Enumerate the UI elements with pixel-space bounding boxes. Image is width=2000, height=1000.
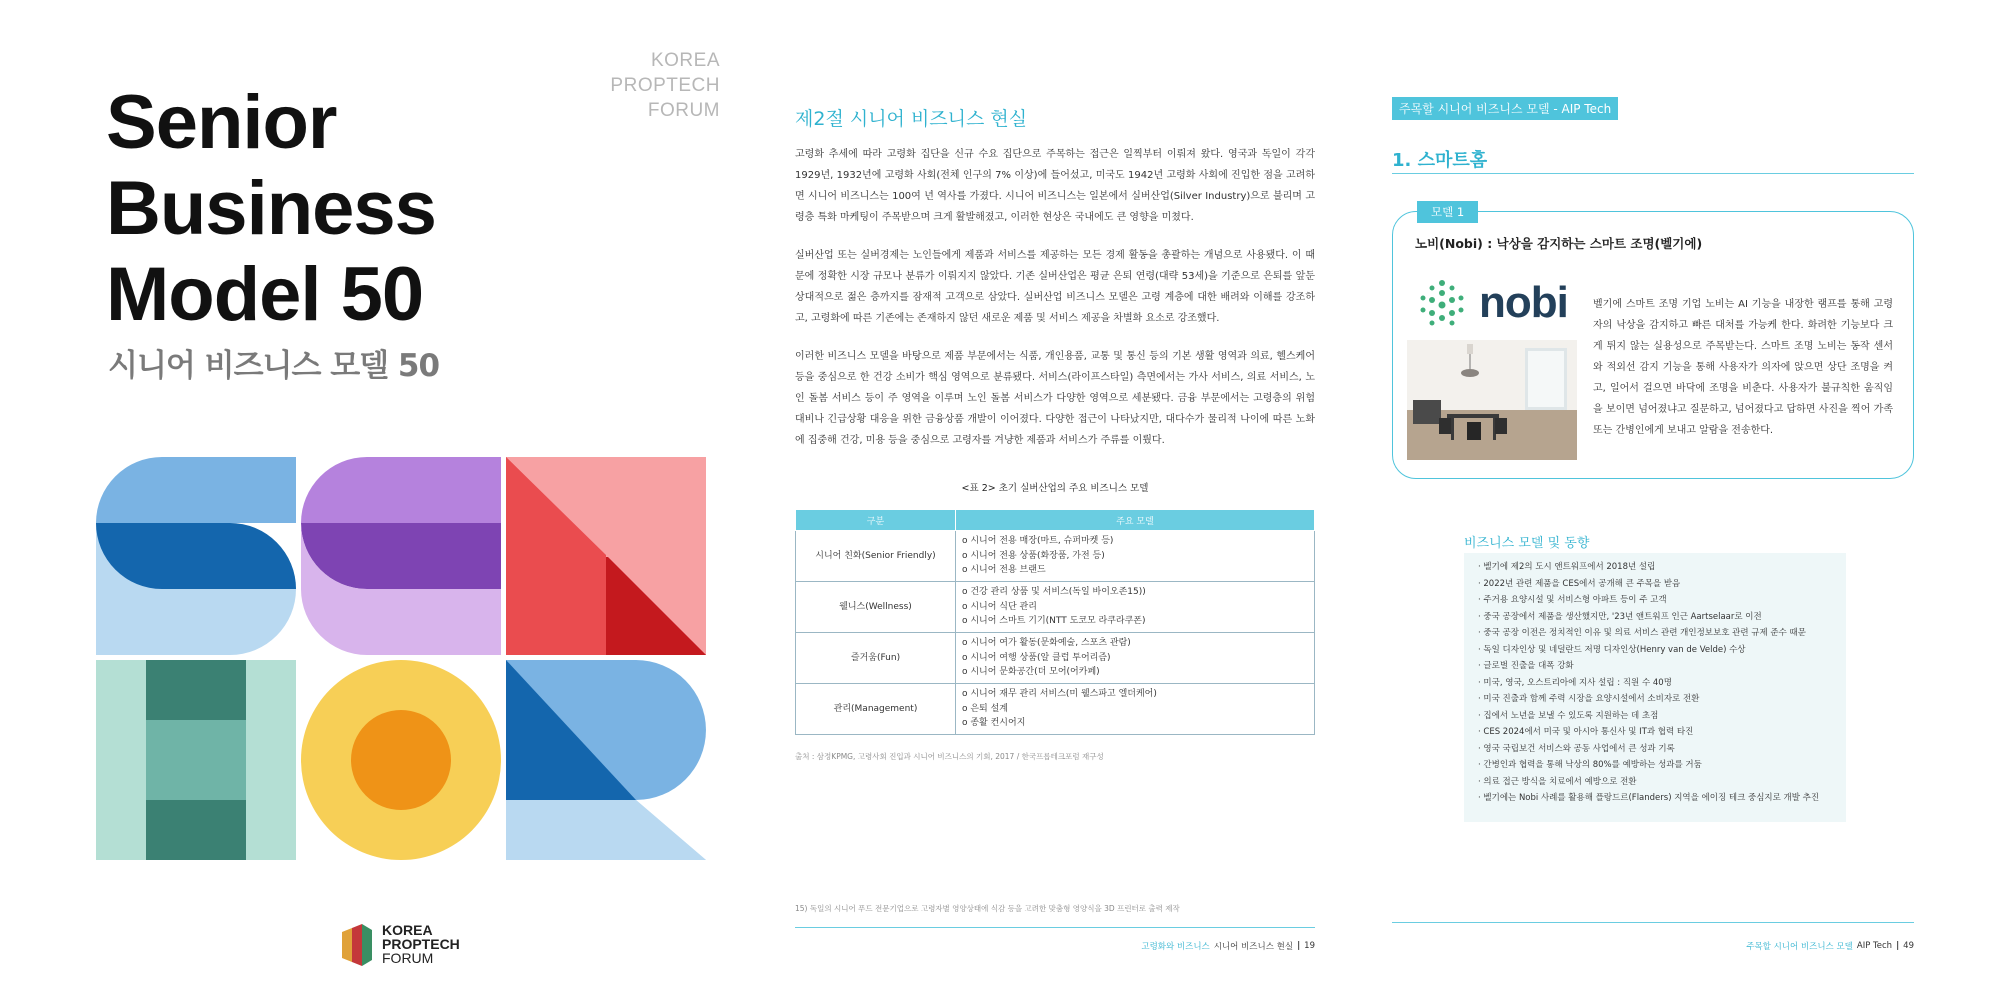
table-category-cell: 웰니스(Wellness) [796, 582, 956, 633]
letter-o-shape [301, 660, 501, 860]
trend-item: · CES 2024에서 미국 및 아시아 통신사 및 IT과 협력 타진 [1478, 727, 1694, 737]
cover-title [106, 80, 436, 338]
table-item: o 시니어 전용 상품(화장품, 가전 등) [962, 550, 1105, 561]
nobi-dots-icon [1417, 278, 1467, 328]
footer-title: AIP Tech [1856, 941, 1893, 951]
footer-title: 시니어 비즈니스 현실 [1213, 942, 1294, 952]
trend-item: · 2022년 관련 제품을 CES에서 공개해 큰 주목을 받음 [1478, 578, 1681, 589]
page-footnote: 15) 독일의 시니어 푸드 전문기업으로 고령자별 영양상태에 식감 등을 고려한 맞춤형 영양식을 3D 프린터로 출력 제작 [795, 904, 1180, 913]
model-badge: 모델 1 [1417, 201, 1478, 223]
cover-logo-line: PROPTECH [382, 936, 460, 952]
business-model-table [795, 509, 1315, 735]
cover-logo-line: FORUM [382, 950, 434, 966]
page-49 [1392, 0, 1914, 1000]
trend-item: · 영국 국립보건 서비스와 공동 사업에서 큰 성과 기록 [1478, 743, 1675, 754]
nobi-logo-word: nobi [1479, 278, 1568, 327]
cover-org-line: PROPTECH [610, 75, 720, 96]
footer-separator: | [1896, 941, 1900, 951]
letter-e-shape [301, 457, 501, 655]
table-header-cell: 주요 모델 [956, 510, 1315, 531]
table-item: o 시니어 전용 매장(마트, 슈퍼마켓 등) [962, 536, 1114, 547]
chapter-tag: 주목할 시니어 비즈니스 모델 - AIP Tech [1392, 97, 1618, 120]
cover-title-line: Business [106, 166, 436, 251]
cover-page [0, 0, 740, 1000]
table-items-cell [956, 531, 1315, 582]
table-item: o 건강 관리 상품 및 서비스(독일 바이오존15)) [962, 587, 1146, 598]
page-19 [795, 0, 1315, 1000]
cover-org-name [560, 48, 720, 123]
table-item: o 시니어 여행 상품(알 클럽 투어리즘) [962, 652, 1111, 663]
letter-n-shape [506, 457, 706, 655]
trend-item: · 의료 접근 방식을 치료에서 예방으로 전환 [1478, 776, 1637, 787]
cover-org-line: KOREA [650, 50, 720, 71]
page-19-body [795, 144, 1315, 468]
letter-r-shape [506, 660, 706, 860]
table-items-cell [956, 684, 1315, 735]
table-item: o 시니어 전용 브랜드 [962, 565, 1046, 576]
table-caption: <표 2> 초기 실버산업의 주요 비즈니스 모델 [961, 483, 1149, 494]
table-item: o 시니어 여가 활동(문화예술, 스포츠 관람) [962, 638, 1131, 649]
letter-s-shape [96, 457, 296, 655]
cover-title-line: Senior [106, 80, 337, 165]
cover-logo-text [382, 923, 460, 965]
nobi-room-photo [1407, 340, 1577, 460]
footer-separator: | [1297, 941, 1301, 951]
cover-senior-artwork [96, 455, 706, 860]
trend-item: · 벨기에는 Nobi 사례를 활용해 플랑드르(Flanders) 지역을 에이징 테크 중심지로 개발 추진 [1478, 793, 1820, 803]
trend-item: · 미국 진출과 함께 주력 시장을 요양시설에서 소비자로 전환 [1478, 694, 1700, 704]
table-item: o 종활 컨시어지 [962, 718, 1026, 729]
footer-divider [795, 927, 1315, 928]
table-header-cell: 구분 [796, 510, 956, 531]
footer-divider [1392, 922, 1914, 923]
kpf-logo-icon [340, 922, 374, 966]
table-category-cell: 즐거움(Fun) [796, 633, 956, 684]
page-footer [1746, 940, 1914, 952]
table-row [796, 582, 1315, 633]
cover-logo-line: KOREA [382, 922, 433, 938]
table-item: o 시니어 식단 관리 [962, 601, 1037, 612]
cover-subtitle: 시니어 비즈니스 모델 50 [108, 348, 440, 384]
nobi-logo [1417, 278, 1568, 328]
section-divider [1392, 173, 1914, 174]
cover-footer-logo [340, 922, 460, 966]
table-header-row [796, 510, 1315, 531]
trend-title: 비즈니스 모델 및 동향 [1464, 536, 1590, 551]
table-items-cell [956, 582, 1315, 633]
table-row [796, 633, 1315, 684]
trend-list [1464, 553, 1846, 822]
trend-item: · 간병인과 협력을 통해 낙상의 80%를 예방하는 성과를 거둠 [1478, 760, 1702, 770]
body-paragraph: 실버산업 또는 실버경제는 노인들에게 제품과 서비스를 제공하는 모든 경제 활동을 총괄하는 개념으로 사용됐다. 이 때문에 정확한 시장 규모나 분류가 이뤄지지 않았다. 기존 실버산업은 평균 은퇴 연령(대략 53세)을 기준으로 은퇴를 앞둔 상대적으로 젊은 층까지를 잠재적 고객으로 삼았다. 실버산업 비즈니스 모델은 고령 계층에 대한 배려와 이해를 강조하고, 고령화에 따른 기존에는 존재하지 않던 새로운 제품 및 서비스 제공을 차별화 요소로 강조했다. [795, 250, 1315, 324]
table-item: o 시니어 문화공간(더 모어(어카페) [962, 667, 1100, 678]
section-title: 1. 스마트홈 [1392, 150, 1488, 171]
table-items-cell [956, 633, 1315, 684]
table-source-note: 출처 : 삼정KPMG, 고령사회 진입과 시니어 비즈니스의 기회, 2017 / 한국프롭테크포럼 재구성 [795, 752, 1104, 761]
table-category-cell: 관리(Management) [796, 684, 956, 735]
cover-org-line: FORUM [647, 100, 720, 121]
body-paragraph: 이러한 비즈니스 모델을 바탕으로 제품 부문에서는 식품, 개인용품, 교통 및 통신 등의 기본 생활 영역과 의료, 헬스케어 등을 중심으로 한 건강 소비가 핵심 영역으로 분류됐다. 서비스(라이프스타일) 측면에서는 가사 서비스, 의료 서비스, 노인 돌봄 서비스 등이 주 영역을 이루며 노인 돌봄 서비스가 다양한 영역으로 세분됐다. 금융 부문에서는 고령층의 위험 대비나 긴급상황 대응을 위한 금융상품 개발이 이어졌다. 다양한 접근이 나타났지만, 대다수가 물리적 나이에 따른 노화에 집중해 건강, 미용 등을 중심으로 고령자를 겨냥한 제품과 서비스가 주류를 이뤘다. [795, 351, 1315, 446]
table-row [796, 531, 1315, 582]
page-19-title: 제2절 시니어 비즈니스 현실 [795, 108, 1028, 130]
trend-item: · 미국, 영국, 오스트리아에 지사 설립 : 직원 수 40명 [1478, 677, 1672, 688]
trend-item: · 중국 공장에서 제품을 생산했지만, '23년 앤트워프 인근 Aartselaar로 이전 [1478, 611, 1762, 622]
page-footer [1141, 940, 1315, 952]
trend-item: · 벨기에 제2의 도시 앤트워프에서 2018년 설립 [1478, 562, 1656, 572]
table-item: o 시니어 재무 관리 서비스(미 웰스파고 엘더케어) [962, 689, 1157, 700]
page-number: 49 [1903, 941, 1914, 951]
footer-section: 주목할 시니어 비즈니스 모델 [1746, 942, 1853, 952]
table-item: o 은퇴 설계 [962, 703, 1009, 714]
trend-item: · 주거용 요양시설 및 서비스형 아파트 등이 주 고객 [1478, 595, 1667, 605]
body-paragraph: 고령화 추세에 따라 고령화 집단을 신규 수요 집단으로 주목하는 접근은 일찍부터 이뤄져 왔다. 영국과 독일이 각각 1929년, 1932년에 고령화 사회(전체 인구의 7% 이상)에 들어섰고, 미국도 1942년 고령화 사회에 진입한 점을 고려하면 시니어 비즈니스는 100여 년 역사를 가졌다. 시니어 비즈니스는 일본에서 실버산업(Silver Industry)으로 불리며 고령층 특화 마케팅이 주목받으며 크게 활발해졌고, 이러한 현상은 국내에도 큰 영향을 미쳤다. [795, 149, 1315, 223]
letter-i-shape [96, 660, 296, 860]
model-description: 벨기에 스마트 조명 기업 노비는 AI 기능을 내장한 램프를 통해 고령자의 낙상을 감지하고 빠른 대처를 가능케 한다. 화려한 기능보다 크게 튀지 않는 실용성으로 주목받는다. 스마트 조명 노비는 동작 센서와 적외선 감지 기능을 통해 사용자가 의자에 앉으면 상단 조명을 켜고, 일어서 걸으면 바닥에 조명을 비춘다. 사용자가 불규칙한 움직임을 보이면 넘어졌냐고 질문하고, 넘어졌다고 답하면 사진을 찍어 가족 또는 간병인에게 보내고 알람을 전송한다. [1593, 299, 1893, 436]
page-number: 19 [1304, 941, 1315, 951]
footer-section: 고령화와 비즈니스 [1141, 942, 1210, 952]
trend-item: · 글로벌 진출을 대폭 강화 [1478, 661, 1574, 671]
trend-item: · 독일 디자인상 및 네덜란드 저명 디자인상(Henry van de Velde) 수상 [1478, 644, 1746, 655]
trend-item: · 중국 공장 이전은 정치적인 이유 및 의료 서비스 관련 개인정보보호 관련 규제 준수 때문 [1478, 628, 1806, 638]
table-category-cell: 시니어 친화(Senior Friendly) [796, 531, 956, 582]
model-card [1392, 205, 1914, 479]
cover-title-line: Model 50 [106, 252, 424, 337]
table-row [796, 684, 1315, 735]
table-item: o 시니어 스마트 기기(NTT 도코모 라쿠라쿠폰) [962, 616, 1146, 627]
trend-item: · 집에서 노년을 보낼 수 있도록 지원하는 데 초점 [1478, 710, 1659, 721]
model-title: 노비(Nobi) : 낙상을 감지하는 스마트 조명(벨기에) [1415, 236, 1703, 251]
